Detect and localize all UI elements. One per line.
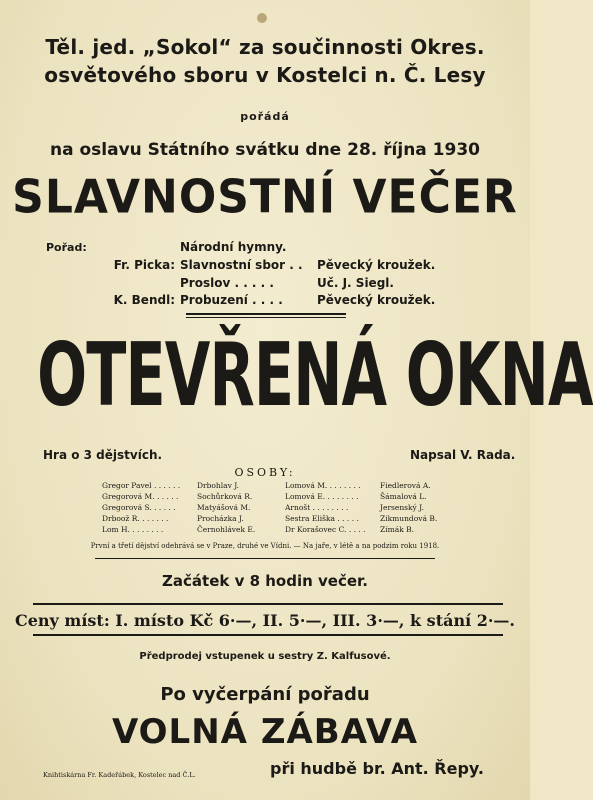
setting-note: První a třetí dějství odehrává se v Praze, druhé ve Vídni. — Na jaře, v létě a na podzim roku 1918. [90,542,440,550]
cast-role: Gregor Pavel . . . . . . [102,481,181,490]
table-row [0,481,530,492]
program-piece: Probuzení . . . . [180,293,283,307]
program-author: Fr. Picka: [113,258,175,272]
cast-role: Dr Korašovec C. . . . . [285,525,366,534]
table-row [0,492,530,503]
program-label: Pořad: [46,241,87,254]
table-row [0,503,530,514]
table-row [0,525,530,536]
divider-rule [95,558,435,559]
program-piece: Slavnostní sbor . . [180,258,303,272]
ticket-prices: Ceny míst: I. místo Kč 6·—, II. 5·—, III. 3·—, k stání 2·—. [15,611,515,630]
cast-actor: Zímák B. [380,525,415,534]
cast-actor: Černohlávek E. [197,525,256,534]
program-performer: Pěvecký kroužek. [317,293,436,307]
play-acts: Hra o 3 dějstvích. [43,448,163,462]
play-title: OTEVŘENÁ OKNA [37,323,593,426]
cast-role: Gregorová M. . . . . . [102,492,179,501]
start-time: Začátek v 8 hodin večer. [162,572,368,590]
cast-role: Lom H. . . . . . . . [102,525,164,534]
music-credit: při hudbě br. Ant. Řepy. [270,759,484,778]
program-piece: Proslov . . . . . [180,276,274,290]
cast-actor: Jersenský J. [380,503,424,512]
program-piece: Národní hymny. [180,240,287,254]
cast-role: Lomová M. . . . . . . . [285,481,361,490]
cast-actor: Šámalová L. [380,492,427,501]
cast-actor: Sochůrková R. [197,492,253,501]
cast-role: Sestra Eliška . . . . . [285,514,359,523]
divider-rule [186,313,346,315]
divider-rule [33,603,503,605]
header-line-1: Těl. jed. „Sokol“ za součinnosti Okres. [45,35,485,59]
cast-role: Arnošt . . . . . . . . [285,503,349,512]
program-performer: Pěvecký kroužek. [317,258,436,272]
cast-role: Gregorová S. . . . . . [102,503,176,512]
event-title: SLAVNOSTNÍ VEČER [12,170,518,225]
after-program: Po vyčerpání pořadu [160,684,370,705]
program-author: K. Bendl: [113,293,175,307]
printer-credit: Knihtiskárna Fr. Kadeřábek, Kostelec nad Č.L. [43,771,196,779]
cast-actor: Zikmundová B. [380,514,438,523]
header-line-2: osvětového sboru v Kostelci n. Č. Lesy [44,63,486,87]
presale-info: Předprodej vstupenek u sestry Z. Kalfusové. [139,651,391,662]
cast-actor: Drbohlav J. [197,481,240,490]
thumbtack-hole [257,13,267,23]
occasion-line: na oslavu Státního svátku dne 28. října 1930 [49,140,480,160]
divider-rule [33,634,503,636]
dance-title: VOLNÁ ZÁBAVA [111,712,419,752]
cast-actor: Matyášová M. [197,503,251,512]
play-author: Napsal V. Rada. [410,448,516,462]
cast-role: Lomová E. . . . . . . . [285,492,359,501]
cast-heading: OSOBY: [234,466,296,479]
divider-rule [186,317,346,318]
table-row [0,514,530,525]
program-performer: Uč. J. Siegl. [317,276,394,290]
presents-label: pořádá [240,110,290,123]
cast-actor: Procházka J. [197,514,244,523]
cast-role: Drboož R. . . . . . . [102,514,169,523]
cast-actor: Fiedlerová A. [380,481,431,490]
